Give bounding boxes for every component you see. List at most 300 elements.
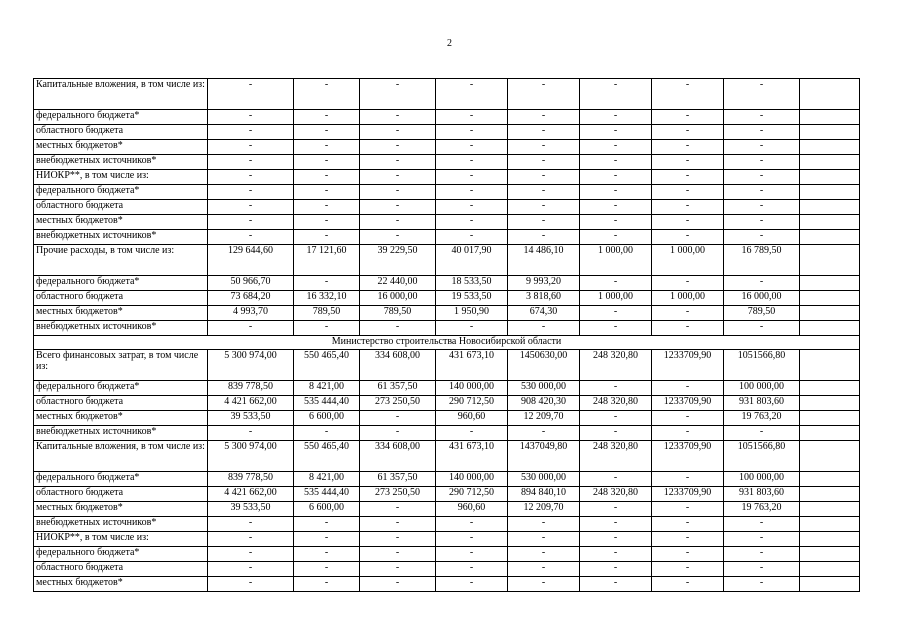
- row-value: [800, 426, 860, 441]
- row-value: -: [724, 547, 800, 562]
- row-label: федерального бюджета*: [34, 110, 208, 125]
- table-row: [34, 517, 860, 532]
- table-row: [34, 125, 860, 140]
- row-value: 22 440,00: [360, 276, 436, 291]
- row-value: -: [724, 110, 800, 125]
- row-value: -: [208, 185, 294, 200]
- row-value: 1 000,00: [580, 291, 652, 306]
- row-value: -: [724, 185, 800, 200]
- row-value: -: [508, 547, 580, 562]
- row-value: -: [360, 110, 436, 125]
- row-value: -: [508, 79, 580, 110]
- row-value: -: [360, 562, 436, 577]
- table-row: [34, 200, 860, 215]
- row-value: -: [652, 215, 724, 230]
- table-row: [34, 426, 860, 441]
- row-value: 894 840,10: [508, 487, 580, 502]
- row-value: 17 121,60: [294, 245, 360, 276]
- row-value: -: [508, 200, 580, 215]
- row-value: -: [652, 306, 724, 321]
- row-value: -: [724, 79, 800, 110]
- row-value: -: [652, 426, 724, 441]
- row-value: -: [652, 170, 724, 185]
- table-row: [34, 170, 860, 185]
- row-label: Капитальные вложения, в том числе из:: [34, 79, 208, 110]
- row-value: 535 444,40: [294, 487, 360, 502]
- row-value: 16 789,50: [724, 245, 800, 276]
- row-value: -: [652, 381, 724, 396]
- row-value: [800, 291, 860, 306]
- row-value: -: [294, 155, 360, 170]
- row-value: 16 000,00: [724, 291, 800, 306]
- row-value: -: [436, 426, 508, 441]
- row-value: -: [360, 155, 436, 170]
- row-value: 290 712,50: [436, 396, 508, 411]
- row-value: [800, 170, 860, 185]
- row-value: -: [580, 532, 652, 547]
- table-row: [34, 562, 860, 577]
- row-label: областного бюджета: [34, 562, 208, 577]
- row-value: 1 000,00: [580, 245, 652, 276]
- row-value: 4 421 662,00: [208, 487, 294, 502]
- row-value: -: [294, 110, 360, 125]
- row-value: -: [724, 562, 800, 577]
- table-row: [34, 472, 860, 487]
- row-value: -: [724, 517, 800, 532]
- row-label: федерального бюджета*: [34, 472, 208, 487]
- row-value: -: [652, 185, 724, 200]
- table-row: [34, 306, 860, 321]
- row-label: Прочие расходы, в том числе из:: [34, 245, 208, 276]
- row-value: -: [508, 321, 580, 336]
- row-value: 19 533,50: [436, 291, 508, 306]
- row-value: -: [208, 230, 294, 245]
- row-value: -: [360, 230, 436, 245]
- row-value: 50 966,70: [208, 276, 294, 291]
- finance-table: [33, 78, 860, 592]
- row-value: [800, 155, 860, 170]
- row-value: -: [208, 170, 294, 185]
- row-value: 1233709,90: [652, 487, 724, 502]
- row-value: -: [724, 532, 800, 547]
- row-value: 908 420,30: [508, 396, 580, 411]
- row-label: областного бюджета: [34, 396, 208, 411]
- row-value: -: [208, 140, 294, 155]
- row-value: 1233709,90: [652, 396, 724, 411]
- row-value: -: [294, 140, 360, 155]
- row-value: -: [360, 215, 436, 230]
- row-value: -: [436, 79, 508, 110]
- row-value: 140 000,00: [436, 472, 508, 487]
- row-value: -: [580, 426, 652, 441]
- row-value: 550 465,40: [294, 441, 360, 472]
- row-label: федерального бюджета*: [34, 276, 208, 291]
- row-value: 334 608,00: [360, 441, 436, 472]
- row-value: 530 000,00: [508, 381, 580, 396]
- row-value: -: [436, 547, 508, 562]
- row-value: [800, 532, 860, 547]
- row-value: 550 465,40: [294, 350, 360, 381]
- row-value: 4 993,70: [208, 306, 294, 321]
- row-value: [800, 396, 860, 411]
- row-label: федерального бюджета*: [34, 185, 208, 200]
- row-value: -: [436, 517, 508, 532]
- row-value: -: [724, 426, 800, 441]
- row-value: 960,60: [436, 411, 508, 426]
- row-value: -: [652, 230, 724, 245]
- row-label: местных бюджетов*: [34, 306, 208, 321]
- table-row: [34, 140, 860, 155]
- row-value: -: [208, 426, 294, 441]
- row-value: 248 320,80: [580, 487, 652, 502]
- row-value: -: [360, 140, 436, 155]
- row-label: областного бюджета: [34, 200, 208, 215]
- row-value: -: [580, 472, 652, 487]
- row-value: -: [652, 200, 724, 215]
- row-value: -: [652, 276, 724, 291]
- row-value: -: [208, 110, 294, 125]
- row-value: 8 421,00: [294, 472, 360, 487]
- row-label: внебюджетных источников*: [34, 230, 208, 245]
- row-value: -: [724, 155, 800, 170]
- row-value: -: [580, 276, 652, 291]
- row-value: 5 300 974,00: [208, 441, 294, 472]
- row-value: -: [580, 321, 652, 336]
- row-value: -: [580, 140, 652, 155]
- row-value: -: [360, 426, 436, 441]
- row-value: 16 000,00: [360, 291, 436, 306]
- row-value: -: [652, 125, 724, 140]
- row-value: 1437049,80: [508, 441, 580, 472]
- row-value: 9 993,20: [508, 276, 580, 291]
- row-value: [800, 245, 860, 276]
- row-label: внебюджетных источников*: [34, 517, 208, 532]
- row-label: местных бюджетов*: [34, 215, 208, 230]
- row-value: -: [294, 185, 360, 200]
- row-value: 290 712,50: [436, 487, 508, 502]
- row-label: местных бюджетов*: [34, 411, 208, 426]
- row-value: -: [580, 502, 652, 517]
- row-value: -: [436, 200, 508, 215]
- row-value: 39 229,50: [360, 245, 436, 276]
- row-value: -: [436, 185, 508, 200]
- row-value: -: [724, 577, 800, 592]
- row-value: 73 684,20: [208, 291, 294, 306]
- row-value: -: [294, 577, 360, 592]
- row-value: -: [360, 321, 436, 336]
- row-value: 1051566,80: [724, 350, 800, 381]
- row-value: -: [208, 547, 294, 562]
- row-value: [800, 562, 860, 577]
- row-value: -: [436, 577, 508, 592]
- row-value: -: [580, 230, 652, 245]
- row-value: 839 778,50: [208, 472, 294, 487]
- row-value: -: [652, 517, 724, 532]
- row-value: [800, 125, 860, 140]
- row-value: -: [580, 517, 652, 532]
- row-value: -: [580, 562, 652, 577]
- row-value: -: [360, 79, 436, 110]
- section-row: [34, 336, 860, 350]
- row-value: 789,50: [294, 306, 360, 321]
- row-value: 273 250,50: [360, 396, 436, 411]
- row-value: -: [294, 532, 360, 547]
- row-value: 100 000,00: [724, 381, 800, 396]
- table-row: [34, 577, 860, 592]
- row-value: -: [724, 321, 800, 336]
- table-row: [34, 291, 860, 306]
- row-value: -: [436, 110, 508, 125]
- row-value: -: [360, 170, 436, 185]
- row-value: [800, 472, 860, 487]
- row-value: 931 803,60: [724, 487, 800, 502]
- row-value: [800, 306, 860, 321]
- row-value: -: [360, 547, 436, 562]
- row-value: 61 357,50: [360, 472, 436, 487]
- row-value: [800, 441, 860, 472]
- row-label: внебюджетных источников*: [34, 321, 208, 336]
- row-value: -: [580, 110, 652, 125]
- row-value: -: [436, 170, 508, 185]
- row-value: -: [360, 411, 436, 426]
- row-value: -: [724, 200, 800, 215]
- row-value: -: [436, 140, 508, 155]
- row-value: -: [508, 215, 580, 230]
- row-value: -: [294, 547, 360, 562]
- row-value: -: [652, 411, 724, 426]
- row-value: 431 673,10: [436, 441, 508, 472]
- row-value: 1450630,00: [508, 350, 580, 381]
- row-value: -: [580, 155, 652, 170]
- row-value: -: [508, 230, 580, 245]
- row-value: -: [508, 110, 580, 125]
- row-value: -: [436, 125, 508, 140]
- row-value: -: [652, 472, 724, 487]
- row-value: -: [360, 185, 436, 200]
- row-value: -: [294, 215, 360, 230]
- row-value: -: [208, 517, 294, 532]
- row-value: -: [208, 79, 294, 110]
- row-value: -: [580, 125, 652, 140]
- table-row: [34, 321, 860, 336]
- row-value: [800, 381, 860, 396]
- row-value: -: [294, 562, 360, 577]
- finance-table-body: [34, 79, 860, 592]
- row-value: 5 300 974,00: [208, 350, 294, 381]
- row-value: -: [652, 110, 724, 125]
- row-value: -: [508, 140, 580, 155]
- row-value: 960,60: [436, 502, 508, 517]
- row-value: 12 209,70: [508, 411, 580, 426]
- row-value: 39 533,50: [208, 502, 294, 517]
- row-label: внебюджетных источников*: [34, 155, 208, 170]
- row-value: -: [436, 321, 508, 336]
- row-value: [800, 517, 860, 532]
- row-value: -: [508, 155, 580, 170]
- row-value: -: [724, 276, 800, 291]
- row-label: областного бюджета: [34, 487, 208, 502]
- row-label: областного бюджета: [34, 291, 208, 306]
- row-value: [800, 502, 860, 517]
- table-row: [34, 79, 860, 110]
- row-value: 39 533,50: [208, 411, 294, 426]
- row-value: -: [724, 125, 800, 140]
- table-row: [34, 276, 860, 291]
- row-label: областного бюджета: [34, 125, 208, 140]
- section-title: Министерство строительства Новосибирской области: [34, 336, 860, 350]
- row-value: -: [436, 155, 508, 170]
- row-value: [800, 276, 860, 291]
- row-value: -: [294, 170, 360, 185]
- row-value: -: [294, 125, 360, 140]
- row-value: -: [294, 79, 360, 110]
- row-value: [800, 547, 860, 562]
- row-value: -: [652, 140, 724, 155]
- row-value: -: [580, 79, 652, 110]
- row-value: 248 320,80: [580, 350, 652, 381]
- table-row: [34, 411, 860, 426]
- row-value: -: [724, 140, 800, 155]
- table-row: [34, 350, 860, 381]
- row-value: [800, 321, 860, 336]
- row-value: [800, 140, 860, 155]
- row-value: -: [580, 306, 652, 321]
- row-value: -: [652, 79, 724, 110]
- table-row: [34, 245, 860, 276]
- row-value: -: [580, 200, 652, 215]
- row-label: внебюджетных источников*: [34, 426, 208, 441]
- row-value: 140 000,00: [436, 381, 508, 396]
- row-value: -: [360, 125, 436, 140]
- row-value: -: [580, 547, 652, 562]
- row-value: -: [580, 215, 652, 230]
- row-value: 839 778,50: [208, 381, 294, 396]
- row-value: -: [508, 125, 580, 140]
- row-value: -: [508, 517, 580, 532]
- table-row: [34, 155, 860, 170]
- row-value: [800, 577, 860, 592]
- row-value: -: [360, 502, 436, 517]
- row-value: 18 533,50: [436, 276, 508, 291]
- row-value: -: [652, 547, 724, 562]
- row-label: местных бюджетов*: [34, 502, 208, 517]
- row-value: -: [436, 532, 508, 547]
- row-value: -: [208, 321, 294, 336]
- row-value: [800, 230, 860, 245]
- table-row: [34, 230, 860, 245]
- row-value: 12 209,70: [508, 502, 580, 517]
- row-value: -: [360, 532, 436, 547]
- row-value: -: [580, 185, 652, 200]
- row-value: -: [436, 215, 508, 230]
- row-value: -: [294, 200, 360, 215]
- row-value: 6 600,00: [294, 411, 360, 426]
- row-value: -: [724, 170, 800, 185]
- row-value: -: [208, 200, 294, 215]
- row-value: 431 673,10: [436, 350, 508, 381]
- row-value: 61 357,50: [360, 381, 436, 396]
- row-value: 789,50: [724, 306, 800, 321]
- row-value: 1 000,00: [652, 245, 724, 276]
- table-row: [34, 487, 860, 502]
- row-value: [800, 215, 860, 230]
- row-value: -: [294, 517, 360, 532]
- row-value: -: [436, 562, 508, 577]
- row-value: 1051566,80: [724, 441, 800, 472]
- row-value: -: [652, 532, 724, 547]
- row-value: 273 250,50: [360, 487, 436, 502]
- row-value: -: [508, 170, 580, 185]
- table-row: [34, 532, 860, 547]
- row-value: 100 000,00: [724, 472, 800, 487]
- row-value: 674,30: [508, 306, 580, 321]
- row-value: [800, 79, 860, 110]
- row-value: 334 608,00: [360, 350, 436, 381]
- row-label: Всего финансовых затрат, в том числе из:: [34, 350, 208, 381]
- row-label: местных бюджетов*: [34, 577, 208, 592]
- table-row: [34, 502, 860, 517]
- row-value: -: [652, 155, 724, 170]
- row-value: -: [294, 321, 360, 336]
- row-value: -: [208, 562, 294, 577]
- row-value: 16 332,10: [294, 291, 360, 306]
- row-value: 129 644,60: [208, 245, 294, 276]
- row-value: [800, 411, 860, 426]
- row-value: 3 818,60: [508, 291, 580, 306]
- row-label: местных бюджетов*: [34, 140, 208, 155]
- row-value: -: [580, 381, 652, 396]
- row-value: -: [208, 577, 294, 592]
- row-value: [800, 185, 860, 200]
- row-label: федерального бюджета*: [34, 381, 208, 396]
- row-value: 530 000,00: [508, 472, 580, 487]
- row-value: 789,50: [360, 306, 436, 321]
- row-value: -: [294, 230, 360, 245]
- row-label: Капитальные вложения, в том числе из:: [34, 441, 208, 472]
- row-value: 535 444,40: [294, 396, 360, 411]
- row-value: -: [508, 562, 580, 577]
- row-value: -: [508, 185, 580, 200]
- row-value: 1 950,90: [436, 306, 508, 321]
- row-value: 14 486,10: [508, 245, 580, 276]
- row-label: федерального бюджета*: [34, 547, 208, 562]
- row-value: 6 600,00: [294, 502, 360, 517]
- page-number: 2: [447, 38, 452, 49]
- table-row: [34, 381, 860, 396]
- row-value: 248 320,80: [580, 396, 652, 411]
- row-value: [800, 350, 860, 381]
- row-value: 19 763,20: [724, 411, 800, 426]
- row-value: -: [360, 200, 436, 215]
- row-value: -: [294, 426, 360, 441]
- table-row: [34, 185, 860, 200]
- row-value: 8 421,00: [294, 381, 360, 396]
- row-value: 19 763,20: [724, 502, 800, 517]
- row-value: 248 320,80: [580, 441, 652, 472]
- row-value: -: [508, 426, 580, 441]
- table-row: [34, 215, 860, 230]
- row-value: 1233709,90: [652, 441, 724, 472]
- row-value: -: [360, 577, 436, 592]
- row-value: -: [208, 532, 294, 547]
- row-value: 1233709,90: [652, 350, 724, 381]
- table-row: [34, 110, 860, 125]
- row-value: -: [294, 276, 360, 291]
- row-value: 40 017,90: [436, 245, 508, 276]
- row-value: [800, 487, 860, 502]
- row-value: -: [724, 215, 800, 230]
- row-value: -: [508, 577, 580, 592]
